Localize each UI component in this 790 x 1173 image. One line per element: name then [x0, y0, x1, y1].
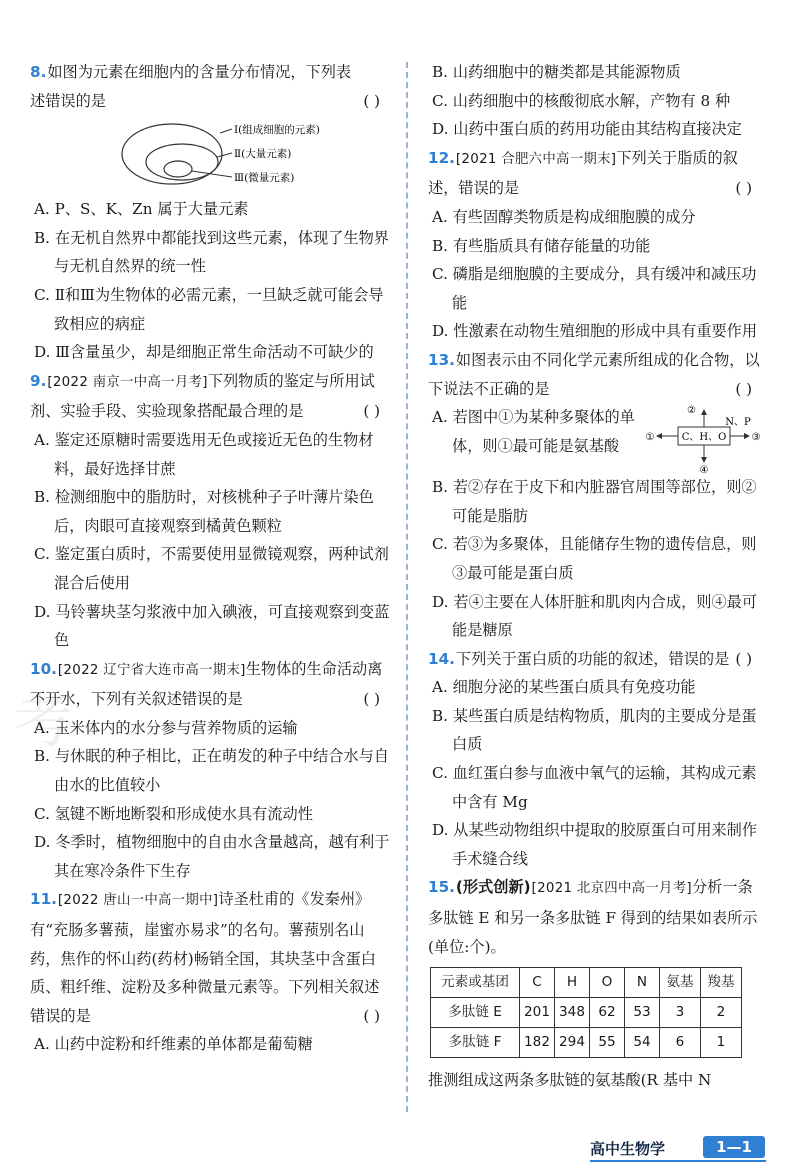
question-11-cont [428, 58, 762, 144]
option-c: C. 山药细胞中的核酸彻底水解，产物有 8 种 [432, 91, 731, 110]
answer-paren: ( ) [363, 402, 380, 421]
question-number: 9. [30, 371, 47, 390]
answer-paren: ( ) [363, 690, 380, 709]
question-15 [428, 873, 762, 1094]
table-cell: 6 [660, 1028, 701, 1058]
bottom-number: ④ [699, 465, 709, 476]
option-b: B. 若②存在于皮下和内脏器官周围等部位，则②可能是脂肪 [432, 478, 757, 525]
diagram-label-II: Ⅱ(大量元素) [234, 148, 292, 161]
table-header-row [431, 968, 742, 998]
option-a: A. 若图中①为某种多聚体的单体，则①最可能是氨基酸 [432, 408, 635, 455]
option-c: C. 氢键不断地断裂和形成使水具有流动性 [34, 804, 313, 823]
table-header: O [590, 968, 625, 998]
table-header: N [625, 968, 660, 998]
table-cell: 62 [590, 998, 625, 1028]
option-a: A. 细胞分泌的某些蛋白质具有免疫功能 [432, 678, 696, 697]
question-stem-cont: 述错误的是 [30, 91, 106, 110]
question-10 [30, 655, 390, 886]
question-9 [30, 367, 390, 655]
left-number: ① [645, 432, 655, 444]
table-cell: 55 [590, 1028, 625, 1058]
page-footer [590, 1132, 770, 1162]
top-number: ② [687, 405, 696, 417]
question-stem: 分析一条多肽链 E 和另一条多肽链 F 得到的结果如表所示(单位:个)。 [428, 878, 758, 956]
option-b: B. 与休眠的种子相比，正在萌发的种子中结合水与自由水的比值较小 [34, 747, 389, 795]
question-number: 11. [30, 890, 57, 909]
option-b: B. 有些脂质具有储存能量的功能 [432, 236, 651, 255]
question-stem: 下列关于蛋白质的功能的叙述，错误的是 [455, 649, 730, 668]
question-stem: 下列关于脂质的叙述，错误的是 [428, 148, 738, 198]
option-c: C. Ⅱ和Ⅲ为生物体的必需元素，一旦缺乏就可能会导致相应的病症 [34, 285, 384, 333]
table-cell: 多肽链 E [431, 998, 520, 1028]
column-divider [406, 62, 408, 1112]
option-d: D. Ⅲ含量虽少，却是细胞正常生命活动不可缺少的 [34, 343, 374, 362]
option-d: D. 若④主要在人体肝脏和肌肉内合成，则④最可能是糖原 [432, 592, 758, 640]
table-cell: 348 [555, 998, 590, 1028]
question-stem: 如图为元素在细胞内的含量分布情况，下列表 [47, 63, 352, 81]
table-cell: 53 [625, 998, 660, 1028]
element-diagram [30, 117, 390, 193]
table-cell: 54 [625, 1028, 660, 1058]
option-a: A. 鉴定还原糖时需要选用无色或接近无色的生物材料，最好选择甘蔗 [34, 430, 374, 478]
answer-paren: ( ) [735, 179, 752, 198]
table-header: C [520, 968, 555, 998]
question-number: 15. [428, 878, 455, 897]
question-source: [2021 北京四中高一月考] [531, 881, 692, 897]
question-stem: 生物体的生命活动离不开水，下列有关叙述错误的是 [30, 659, 383, 709]
compound-diagram [642, 403, 762, 476]
question-12 [428, 144, 762, 346]
option-c: C. 磷脂是细胞膜的主要成分，具有缓冲和减压功能 [432, 265, 757, 312]
question-stem: 下列物质的鉴定与所用试剂、实验手段、实验现象搭配最合理的是 [30, 371, 375, 421]
table-row [431, 1028, 742, 1058]
option-a: A. 山药中淀粉和纤维素的单体都是葡萄糖 [34, 1035, 313, 1054]
option-b: B. 检测细胞中的脂肪时，对核桃种子子叶薄片染色后，肉眼可直接观察到橘黄色颗粒 [34, 488, 374, 535]
question-13 [428, 346, 762, 645]
watermark: 考 [4, 690, 72, 742]
option-c: C. 鉴定蛋白质时，不需要使用显微镜观察，两种试剂混合后使用 [34, 545, 389, 592]
table-cell: 2 [701, 998, 742, 1028]
table-header: 元素或基团 [431, 968, 520, 998]
question-number: 14. [428, 649, 455, 668]
top-label: N、P [725, 417, 751, 429]
question-stem: 如图表示由不同化学元素所组成的化合物，以下说法不正确的是 [428, 350, 760, 398]
question-11 [30, 885, 390, 1059]
answer-paren: ( ) [735, 379, 752, 398]
page-number: 1—1 [703, 1136, 765, 1158]
table-header: 羧基 [701, 968, 742, 998]
option-d: D. 冬季时，植物细胞中的自由水含量越高，越有利于其在寒冷条件下生存 [34, 833, 390, 880]
question-stem: 诗圣杜甫的《发秦州》有“充肠多薯蓣，崖蜜亦易求”的名句。薯蓣别名山药，焦作的怀山药(药材)畅销全国，其块茎中含蛋白质、粗纤维、淀粉及多种微量元素等。下列相关叙述错误的是 [30, 890, 380, 1025]
table-cell: 1 [701, 1028, 742, 1058]
table-header: 氨基 [660, 968, 701, 998]
option-d: D. 山药中蛋白质的药用功能由其结构直接决定 [432, 120, 742, 139]
option-a: A. P、S、K、Zn 属于大量元素 [34, 200, 249, 219]
diagram-label-I: Ⅰ(组成细胞的元素) [234, 124, 320, 137]
left-column [30, 58, 390, 1059]
table-cell: 多肽链 F [431, 1028, 520, 1058]
question-source: [2022 辽宁省大连市高一期末] [57, 662, 246, 678]
question-number: 12. [428, 148, 455, 167]
right-number: ③ [751, 432, 761, 444]
right-column [428, 58, 762, 1095]
question-number: 10. [30, 659, 57, 678]
question-number: 8. [30, 63, 47, 81]
answer-paren: ( ) [363, 1006, 380, 1025]
center-label: C、H、O [681, 432, 727, 444]
question-14 [428, 645, 762, 874]
diagram-label-III: Ⅲ(微量元素) [234, 172, 295, 185]
option-b: B. 在无机自然界中都能找到这些元素，体现了生物界与无机自然界的统一性 [34, 228, 389, 276]
option-d: D. 性激素在动物生殖细胞的形成中具有重要作用 [432, 322, 758, 341]
option-a: A. 玉米体内的水分参与营养物质的运输 [34, 718, 298, 737]
table-row [431, 998, 742, 1028]
table-cell: 294 [555, 1028, 590, 1058]
table-cell: 182 [520, 1028, 555, 1058]
option-c: C. 若③为多聚体，且能储存生物的遗传信息，则③最可能是蛋白质 [432, 535, 757, 582]
option-a: A. 有些固醇类物质是构成细胞膜的成分 [432, 207, 696, 226]
answer-paren: ( ) [735, 649, 752, 668]
option-d: D. 从某些动物组织中提取的胶原蛋白可用来制作手术缝合线 [432, 821, 758, 868]
option-a-row [428, 403, 762, 476]
option-d: D. 马铃薯块茎匀浆液中加入碘液，可直接观察到变蓝色 [34, 602, 390, 650]
subject-label: 高中生物学 [590, 1140, 666, 1158]
option-b: B. 山药细胞中的糖类都是其能源物质 [432, 63, 681, 81]
option-b: B. 某些蛋白质是结构物质，肌肉的主要成分是蛋白质 [432, 706, 757, 754]
question-source: [2022 南京一中高一月考] [47, 374, 208, 390]
question-continuation: 推测组成这两条多肽链的氨基酸(R 基中 N [428, 1071, 712, 1090]
answer-paren: ( ) [363, 91, 380, 110]
peptide-table [430, 967, 742, 1058]
question-8 [30, 58, 390, 367]
option-c: C. 血红蛋白参与血液中氧气的运输，其构成元素中含有 Mg [432, 764, 757, 811]
question-tag: (形式创新) [455, 878, 531, 897]
question-number: 13. [428, 350, 455, 369]
table-header: H [555, 968, 590, 998]
question-source: [2021 合肥六中高一期末] [455, 151, 617, 167]
footer-rule [590, 1160, 766, 1162]
table-cell: 3 [660, 998, 701, 1028]
question-source: [2022 唐山一中高一期中] [57, 893, 219, 909]
table-cell: 201 [520, 998, 555, 1028]
